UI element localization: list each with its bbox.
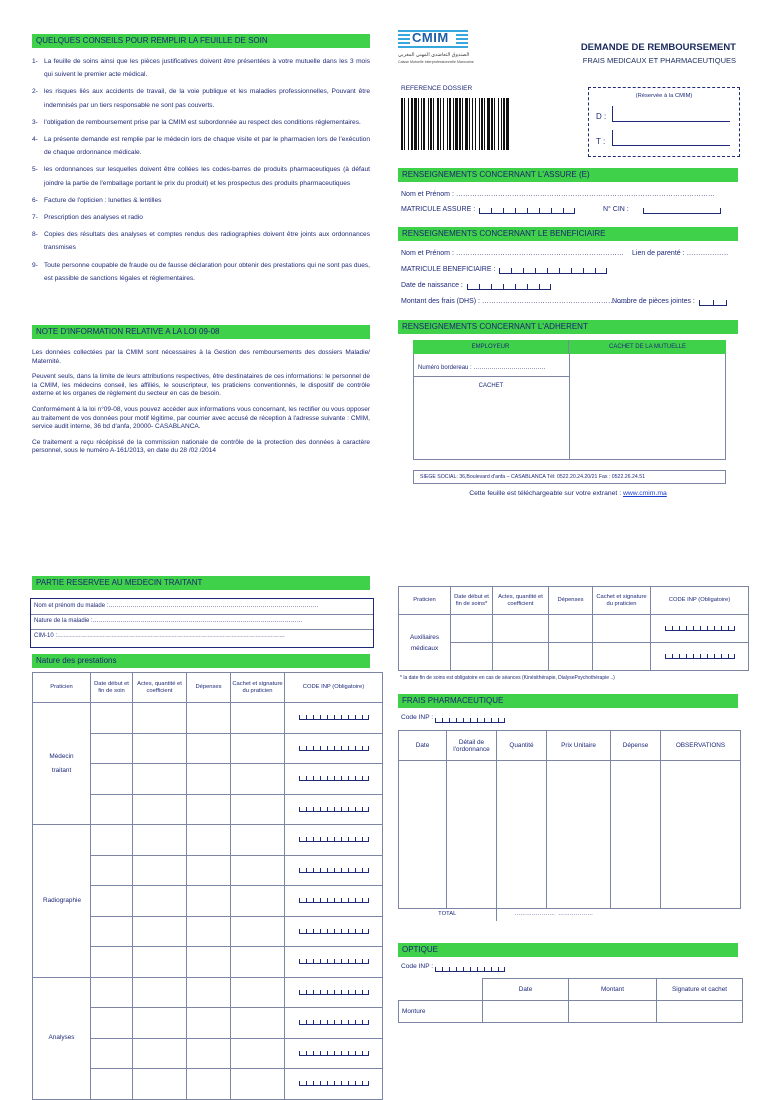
inp-boxes[interactable] bbox=[299, 744, 369, 751]
optique-inp-label: Code INP : bbox=[401, 963, 434, 970]
benef-naissance-field[interactable] bbox=[401, 281, 551, 290]
barcode-bar bbox=[509, 98, 511, 150]
prest-cell[interactable] bbox=[133, 764, 187, 795]
cim10-label: CIM-10 : bbox=[34, 633, 58, 639]
inp-boxes[interactable] bbox=[299, 1049, 369, 1056]
maladie-nature-field[interactable] bbox=[34, 618, 303, 626]
aux-cell[interactable] bbox=[451, 643, 493, 671]
advice-number: 5- bbox=[32, 166, 38, 174]
inp-boxes[interactable] bbox=[299, 988, 369, 995]
logo-text: CMIM bbox=[412, 30, 449, 45]
advice-item bbox=[32, 116, 370, 129]
optique-monture-label: Monture bbox=[399, 1001, 483, 1023]
malade-name-label: Nom et prénom du malade : bbox=[34, 603, 109, 609]
benef-matricule-label: MATRICULE BENEFICIAIRE : bbox=[401, 266, 496, 273]
inp-boxes[interactable] bbox=[299, 927, 369, 934]
prest-cell[interactable] bbox=[187, 825, 231, 856]
advice-item bbox=[32, 85, 370, 111]
advice-list bbox=[32, 55, 370, 289]
bordereau-label: Numéro bordereau : bbox=[418, 365, 472, 371]
optique-row-monture[interactable] bbox=[399, 1001, 743, 1023]
aux-header-actes: Actes, quantité et coefficient bbox=[493, 587, 549, 615]
prest-inp-cell[interactable] bbox=[285, 916, 383, 947]
benef-name-label: Nom et Prénom : bbox=[401, 250, 454, 257]
prest-cell[interactable] bbox=[231, 886, 285, 917]
prest-inp-cell[interactable] bbox=[285, 947, 383, 978]
prest-cell[interactable] bbox=[133, 855, 187, 886]
benef-name-field[interactable] bbox=[401, 249, 624, 258]
note-paragraph: Ce traitement a reçu récépissé de la commission nationale de contrôle de la protection des données à caractère personnel, sous le numéro A-161/2013, en date du 28 /02 /2014 bbox=[32, 438, 370, 455]
prest-cell[interactable] bbox=[91, 947, 133, 978]
pharma-inp-field[interactable] bbox=[401, 714, 505, 723]
pharma-header-depense: Dépense bbox=[611, 731, 661, 761]
table-row[interactable] bbox=[33, 703, 383, 734]
optique-cell[interactable] bbox=[483, 1001, 569, 1023]
aux-row-1[interactable] bbox=[399, 615, 749, 643]
prest-inp-cell[interactable] bbox=[285, 977, 383, 1008]
assure-matricule-boxes[interactable] bbox=[479, 205, 575, 214]
prest-cell[interactable] bbox=[187, 794, 231, 825]
aux-cell[interactable] bbox=[549, 615, 593, 643]
advice-number: 1- bbox=[32, 58, 38, 65]
assure-cin-field[interactable] bbox=[603, 205, 721, 214]
pharma-cell[interactable] bbox=[497, 761, 547, 909]
advice-item bbox=[32, 259, 370, 285]
pharma-cell[interactable] bbox=[547, 761, 611, 909]
prest-cell[interactable] bbox=[133, 703, 187, 734]
pharma-cell[interactable] bbox=[399, 761, 447, 909]
advice-item bbox=[32, 228, 370, 254]
optique-header-montant: Montant bbox=[569, 979, 657, 1001]
prest-header-depenses: Dépenses bbox=[187, 673, 231, 703]
adherent-divider bbox=[569, 354, 570, 460]
advice-text: Copies des résultats des analyses et comptes rendus des radiographies doivent être joints aux ordonnances transmises bbox=[44, 231, 370, 252]
optique-header-blank bbox=[399, 979, 483, 1001]
pharma-header-observations: OBSERVATIONS bbox=[661, 731, 741, 761]
benef-montant-field[interactable] bbox=[401, 297, 629, 306]
aux-header-inp: CODE INP (Obligatoire) bbox=[651, 587, 749, 615]
advice-text: l'obligation de remboursement prise par la CMIM est subordonnée au respect des conditions réglementaires. bbox=[44, 118, 361, 126]
cim10-dots: …………………………………………………………………………………………………… bbox=[57, 633, 286, 639]
prest-header-actes: Actes, quantité et coefficient bbox=[133, 673, 187, 703]
inp-boxes[interactable] bbox=[299, 1018, 369, 1025]
advice-item bbox=[32, 163, 370, 189]
advice-text: La présente demande est remplie par le médecin lors de chaque visite et par le pharmacien lors de l'exécution de chaque ordonnance médicale. bbox=[44, 136, 370, 157]
inp-boxes[interactable] bbox=[299, 774, 369, 781]
inp-boxes[interactable] bbox=[299, 896, 369, 903]
advice-item bbox=[32, 133, 370, 159]
inp-boxes[interactable] bbox=[435, 965, 505, 972]
prest-cell[interactable] bbox=[91, 977, 133, 1008]
optique-header-date: Date bbox=[483, 979, 569, 1001]
ref-d-field[interactable] bbox=[612, 106, 730, 122]
advice-number: 8- bbox=[32, 231, 38, 239]
aux-cell[interactable] bbox=[593, 643, 651, 671]
inp-boxes[interactable] bbox=[665, 624, 735, 631]
aux-footnote: * la date fin de soins est obligatoire en cas de séances (Kinésithérapie, DialysePsychothérapie ..) bbox=[400, 675, 615, 681]
prest-cell[interactable] bbox=[231, 764, 285, 795]
pharma-cell[interactable] bbox=[661, 761, 741, 909]
auxiliaires-table bbox=[398, 586, 749, 671]
prest-cell[interactable] bbox=[187, 855, 231, 886]
inp-boxes[interactable] bbox=[299, 805, 369, 812]
form-subtitle: FRAIS MEDICAUX ET PHARMACEUTIQUES bbox=[582, 56, 736, 65]
advice-text: Prescription des analyses et radio bbox=[44, 214, 143, 222]
prest-header-inp: CODE INP (Obligatoire) bbox=[285, 673, 383, 703]
prest-cell[interactable] bbox=[91, 1038, 133, 1069]
cmim-logo bbox=[398, 28, 472, 76]
advice-text: Facture de l'opticien : lunettes & lentilles bbox=[44, 196, 162, 204]
prest-cell[interactable] bbox=[231, 947, 285, 978]
prest-cell[interactable] bbox=[187, 916, 231, 947]
benef-matricule-boxes[interactable] bbox=[499, 265, 607, 274]
prest-inp-cell[interactable] bbox=[285, 1008, 383, 1039]
prest-cell[interactable] bbox=[133, 916, 187, 947]
extranet-line bbox=[398, 490, 738, 499]
prest-cell[interactable] bbox=[231, 825, 285, 856]
aux-cell[interactable] bbox=[493, 643, 549, 671]
prestations-table bbox=[32, 672, 383, 1100]
prest-cell[interactable] bbox=[187, 733, 231, 764]
prest-inp-cell[interactable] bbox=[285, 733, 383, 764]
benef-pieces-label: Nombre de pièces jointes : bbox=[612, 298, 695, 305]
logo-subtext: Caisse Mutuelle Interprofessionnelle Marocaine bbox=[398, 60, 474, 64]
pharma-table bbox=[398, 730, 741, 921]
pharma-total-spacer bbox=[611, 909, 661, 921]
optique-header-signature: Signature et cachet bbox=[657, 979, 743, 1001]
prest-header-date: Date début et fin de soin bbox=[91, 673, 133, 703]
advice-text: Toute personne coupable de fraude ou de fausse déclaration pour obtenir des prestations qui ne sont pas dues, est passible de sanctions légales et réglementaires. bbox=[44, 261, 370, 282]
pharma-header-date: Date bbox=[399, 731, 447, 761]
pharma-cell[interactable] bbox=[611, 761, 661, 909]
cim10-field[interactable] bbox=[34, 633, 285, 641]
prest-cell[interactable] bbox=[231, 703, 285, 734]
prest-cell[interactable] bbox=[187, 1038, 231, 1069]
bordereau-field[interactable] bbox=[418, 365, 545, 373]
aux-cell[interactable] bbox=[451, 615, 493, 643]
bordereau-dots: ……………………………… bbox=[471, 365, 546, 371]
aux-cell[interactable] bbox=[593, 615, 651, 643]
ref-t-field[interactable] bbox=[612, 130, 730, 146]
note-paragraph: Les données collectées par la CMIM sont nécessaires à la Gestion des remboursements des dossiers Maladie/ Maternité. bbox=[32, 349, 370, 365]
inp-boxes[interactable] bbox=[435, 716, 505, 723]
ref-t-label: T : bbox=[596, 137, 606, 146]
prest-cell[interactable] bbox=[133, 886, 187, 917]
assure-name-dots: ………………………………………………………………………………………………… bbox=[453, 191, 715, 198]
pharma-total-spacer bbox=[661, 909, 741, 921]
malade-name-dots: …………………………………………………………………………………………… bbox=[108, 603, 319, 609]
prest-cell[interactable] bbox=[133, 1038, 187, 1069]
advice-title: QUELQUES CONSEILS POUR REMPLIR LA FEUILLE DE SOIN bbox=[32, 34, 370, 48]
benef-name-dots: ……………………………………………………………… bbox=[453, 250, 624, 257]
prest-cell[interactable] bbox=[91, 1069, 133, 1100]
prestations-title: Nature des prestations bbox=[32, 654, 370, 668]
pharma-header-row bbox=[399, 731, 741, 761]
assure-cin-box[interactable] bbox=[643, 205, 721, 214]
advice-number: 2- bbox=[32, 88, 38, 96]
assure-name-field[interactable] bbox=[401, 190, 715, 199]
advice-number: 9- bbox=[32, 261, 38, 269]
prest-inp-cell[interactable] bbox=[285, 1069, 383, 1100]
aux-row-2[interactable] bbox=[399, 643, 749, 671]
aux-praticien-cell: Auxiliaires médicaux bbox=[399, 615, 451, 671]
medecin-hline-1 bbox=[31, 614, 373, 615]
pharma-inp-label: Code INP : bbox=[401, 714, 434, 721]
prest-inp-cell[interactable] bbox=[285, 794, 383, 825]
prest-cell[interactable] bbox=[231, 977, 285, 1008]
prest-cell[interactable] bbox=[187, 1069, 231, 1100]
pharma-cell[interactable] bbox=[447, 761, 497, 909]
maladie-nature-dots: …………………………………………………………………………………………… bbox=[92, 618, 303, 624]
aux-cell[interactable] bbox=[549, 643, 593, 671]
benef-montant-label: Montant des frais (DHS) : bbox=[401, 298, 480, 305]
extranet-link[interactable]: www.cmim.ma bbox=[622, 490, 667, 497]
prest-cell[interactable] bbox=[91, 1008, 133, 1039]
optique-header-row bbox=[399, 979, 743, 1001]
prest-inp-cell[interactable] bbox=[285, 764, 383, 795]
benef-pieces-boxes[interactable] bbox=[699, 297, 727, 306]
pharma-header-prix: Prix Unitaire bbox=[547, 731, 611, 761]
benef-lien-field[interactable] bbox=[632, 249, 729, 258]
malade-name-field[interactable] bbox=[34, 603, 318, 611]
aux-header-praticien: Praticien bbox=[399, 587, 451, 615]
benef-matricule-field[interactable] bbox=[401, 265, 607, 274]
advice-item bbox=[32, 211, 370, 224]
prestations-header-row bbox=[33, 673, 383, 703]
optique-cell[interactable] bbox=[569, 1001, 657, 1023]
prest-cell[interactable] bbox=[133, 1008, 187, 1039]
prest-cell[interactable] bbox=[133, 794, 187, 825]
advice-number: 7- bbox=[32, 214, 38, 222]
benef-pieces-field[interactable] bbox=[612, 297, 727, 306]
prest-cell[interactable] bbox=[133, 825, 187, 856]
form-title: DEMANDE DE REMBOURSEMENT bbox=[580, 42, 736, 53]
prest-cell[interactable] bbox=[231, 855, 285, 886]
advice-text: les ordonnances sur lesquelles doivent être collées les codes-barres de produits pharmaceutiques (à défaut joindre la partie de l'emballage portant le prix du produit) et les prospectus des produits pharmaceutiques bbox=[44, 166, 370, 187]
prest-cell[interactable] bbox=[231, 1038, 285, 1069]
cachet-label: CACHET bbox=[478, 383, 504, 389]
inp-boxes[interactable] bbox=[299, 835, 369, 842]
optique-inp-field[interactable] bbox=[401, 963, 505, 972]
advice-item bbox=[32, 194, 370, 207]
prest-cell[interactable] bbox=[133, 977, 187, 1008]
prest-cell[interactable] bbox=[91, 703, 133, 734]
praticien-group-cell: Radiographie bbox=[33, 825, 91, 978]
praticien-group-cell: Médecin traitant bbox=[33, 703, 91, 825]
prest-cell[interactable] bbox=[187, 703, 231, 734]
prest-cell[interactable] bbox=[133, 947, 187, 978]
prest-cell[interactable] bbox=[187, 764, 231, 795]
adherent-hline bbox=[413, 376, 569, 377]
prest-cell[interactable] bbox=[231, 1069, 285, 1100]
assure-title: RENSEIGNEMENTS CONCERNANT L'ASSURE (E) bbox=[398, 168, 738, 182]
advice-number: 4- bbox=[32, 136, 38, 144]
medecin-hline-2 bbox=[31, 629, 373, 630]
aux-inp-cell[interactable] bbox=[651, 615, 749, 643]
prest-inp-cell[interactable] bbox=[285, 825, 383, 856]
assure-cin-label: N° CIN : bbox=[603, 206, 629, 213]
aux-inp-cell[interactable] bbox=[651, 643, 749, 671]
aux-header-depenses: Dépenses bbox=[549, 587, 593, 615]
logo-arabic: الصندوق التعاضدي المهني المغربي bbox=[398, 52, 470, 58]
prest-cell[interactable] bbox=[231, 733, 285, 764]
note-paragraph: Conformément à la loi n°09-08, vous pouvez accéder aux informations vous concernant, les rectifier ou vous opposer au traitement de vos données pour motif légitime, par courrier avec accusé de réception à l'adresse suivante : CMIM, service audit interne, 36 bd d'anfa, 20000- CASABLANCA. bbox=[32, 405, 370, 431]
prest-inp-cell[interactable] bbox=[285, 1038, 383, 1069]
advice-text: La feuille de soins ainsi que les pièces justificatives doivent être présentées à votre mutuelle dans les 3 mois qui suivent le premier acte médical. bbox=[44, 58, 370, 79]
aux-header-date: Date début et fin de soins* bbox=[451, 587, 493, 615]
advice-number: 3- bbox=[32, 118, 38, 126]
prest-inp-cell[interactable] bbox=[285, 703, 383, 734]
prest-cell[interactable] bbox=[187, 886, 231, 917]
prest-inp-cell[interactable] bbox=[285, 886, 383, 917]
prest-inp-cell[interactable] bbox=[285, 855, 383, 886]
assure-matricule-label: MATRICULE ASSURE : bbox=[401, 206, 476, 213]
aux-header-cachet: Cachet et signature du praticien bbox=[593, 587, 651, 615]
inp-boxes[interactable] bbox=[665, 652, 735, 659]
advice-item bbox=[32, 55, 370, 81]
pharma-header-detail: Détail de l'ordonnance bbox=[447, 731, 497, 761]
prest-cell[interactable] bbox=[91, 764, 133, 795]
employeur-header: EMPLOYEUR bbox=[413, 340, 569, 354]
prest-cell[interactable] bbox=[133, 733, 187, 764]
prest-header-praticien: Praticien bbox=[33, 673, 91, 703]
prest-cell[interactable] bbox=[91, 825, 133, 856]
optique-cell[interactable] bbox=[657, 1001, 743, 1023]
prest-cell[interactable] bbox=[91, 794, 133, 825]
maladie-nature-label: Nature de la maladie : bbox=[34, 618, 93, 624]
reference-label: REFERENCE DOSSIER bbox=[401, 85, 473, 92]
adherent-title: RENSEIGNEMENTS CONCERNANT L'ADHERENT bbox=[398, 320, 738, 334]
prest-cell[interactable] bbox=[187, 1008, 231, 1039]
ref-d-label: D : bbox=[596, 112, 607, 121]
prest-cell[interactable] bbox=[133, 1069, 187, 1100]
note-title: NOTE D'INFORMATION RELATIVE A LA LOI 09-08 bbox=[32, 325, 370, 339]
note-paragraph: Peuvent seuls, dans la limite de leurs attributions respectives, être destinataires de ces informations: le personnel de la CMIM, les médecins conseil, les affiliés, le souscripteur, les praticiens conventionnés, le dispositif de contrôle externe et les organes de règlement du secteur en cas de besoin. bbox=[32, 373, 370, 398]
pharma-title: FRAIS PHARMACEUTIQUE bbox=[398, 694, 738, 708]
cachet-mutuelle-header: CACHET DE LA MUTUELLE bbox=[569, 340, 726, 354]
prest-cell[interactable] bbox=[187, 977, 231, 1008]
benef-montant-dots: ……………………………………………………… bbox=[479, 298, 629, 305]
reserved-label: (Réservée à la CMIM) bbox=[635, 93, 693, 99]
inp-boxes[interactable] bbox=[299, 1079, 369, 1086]
inp-boxes[interactable] bbox=[299, 713, 369, 720]
assure-name-label: Nom et Prénom : bbox=[401, 191, 454, 198]
praticien-group-cell: Analyses bbox=[33, 977, 91, 1099]
prest-cell[interactable] bbox=[231, 1008, 285, 1039]
siege-social: SIEGE SOCIAL: 36,Boulevard d'anfa – CASABLANCA Tél: 0522.20.24.20/21 Fax : 0522.26.24.51 bbox=[413, 470, 726, 484]
optique-title: OPTIQUE bbox=[398, 943, 738, 957]
prest-cell[interactable] bbox=[231, 916, 285, 947]
pharma-header-quantite: Quantité bbox=[497, 731, 547, 761]
prest-cell[interactable] bbox=[91, 886, 133, 917]
advice-text: les risques liés aux accidents de travail, de la voie publique et les maladies professionnelles, Pouvant être indemnisés par un tiers responsable ne sont pas couverts. bbox=[44, 88, 370, 109]
optique-table bbox=[398, 978, 743, 1023]
pharma-total-value[interactable]: ………………… ……………… bbox=[514, 911, 594, 918]
inp-boxes[interactable] bbox=[299, 866, 369, 873]
prest-cell[interactable] bbox=[91, 733, 133, 764]
benef-lien-dots: ……………… bbox=[684, 250, 729, 257]
extranet-text: Cette feuille est téléchargeable sur votre extranet : bbox=[469, 490, 622, 497]
table-row[interactable] bbox=[33, 977, 383, 1008]
barcode bbox=[401, 98, 577, 150]
advice-number: 6- bbox=[32, 196, 38, 204]
medecin-title: PARTIE RESERVEE AU MEDECIN TRAITANT bbox=[32, 576, 370, 590]
benef-lien-label: Lien de parenté : bbox=[632, 250, 685, 257]
note-text bbox=[32, 349, 370, 463]
inp-boxes[interactable] bbox=[299, 957, 369, 964]
aux-cell[interactable] bbox=[493, 615, 549, 643]
pharma-total-row bbox=[399, 909, 741, 921]
benef-title: RENSEIGNEMENTS CONCERNANT LE BENEFICIAIRE bbox=[398, 227, 738, 241]
benef-naissance-boxes[interactable] bbox=[467, 281, 551, 290]
prest-header-cachet: Cachet et signature du praticien bbox=[231, 673, 285, 703]
prest-cell[interactable] bbox=[91, 916, 133, 947]
pharma-total-label: TOTAL bbox=[399, 909, 497, 921]
pharma-body-row[interactable] bbox=[399, 761, 741, 909]
prest-cell[interactable] bbox=[231, 794, 285, 825]
prest-cell[interactable] bbox=[91, 855, 133, 886]
benef-naissance-label: Date de naissance : bbox=[401, 282, 463, 289]
table-row[interactable] bbox=[33, 825, 383, 856]
prest-cell[interactable] bbox=[187, 947, 231, 978]
assure-matricule-field[interactable] bbox=[401, 205, 575, 214]
aux-header-row bbox=[399, 587, 749, 615]
